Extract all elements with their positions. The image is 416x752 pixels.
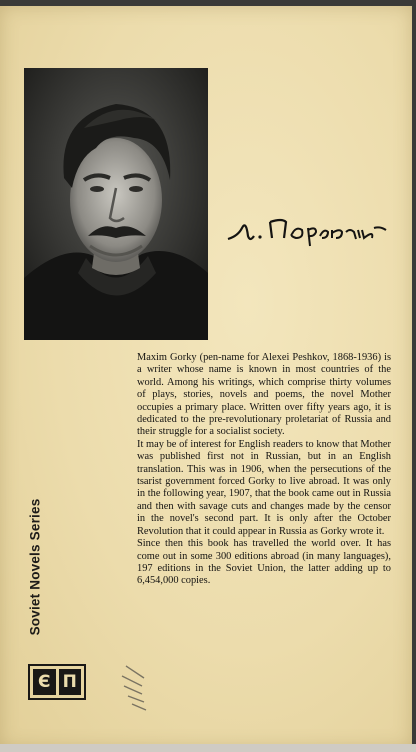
bio-paragraph-3: Since then this book has travelled the world over. It has come out in some 300 editions abroad (in many languages), 197 editions in the Soviet Union, the latter adding up to 6,454,000 copies. [137, 538, 391, 587]
bio-paragraph-2: It may be of interest for English readers to know that Mother was published first not in Russian, but in an English translation. This was in 1906, when the persecutions of the tsarist government forced Gorky to live abroad. It was only in the following year, 1907, that the book came out in Russia and then with savage cuts and changes made by the censor in the novel's second part. It is only after the October Revolution that it could appear in Russia as Gorky wrote it. [137, 438, 391, 537]
portrait-photo-icon [24, 68, 208, 340]
series-label-text: Soviet Novels Series [27, 498, 43, 636]
scan-bottom-edge [0, 744, 416, 752]
book-back-cover [0, 6, 412, 748]
publisher-logo-left: Є [33, 669, 56, 695]
author-portrait [24, 68, 208, 340]
publisher-logo [28, 664, 86, 700]
author-biography [137, 352, 391, 588]
pen-mark-icon [118, 656, 178, 716]
publisher-logo-right: П [59, 669, 82, 695]
signature-icon [224, 206, 389, 252]
bio-paragraph-1: Maxim Gorky (pen-name for Alexei Peshkov, 1868-1936) is a writer whose name is known in most countries of the world. Among his writings, which comprise thirty volumes of plays, stories, novels and poems, the novel Mother occupies a primary place. Written over fifty years ago, it is dedicated to the pre-revolutionary proletariat of Russia and their struggle for a socialist society. [137, 352, 391, 438]
series-label [24, 474, 46, 660]
